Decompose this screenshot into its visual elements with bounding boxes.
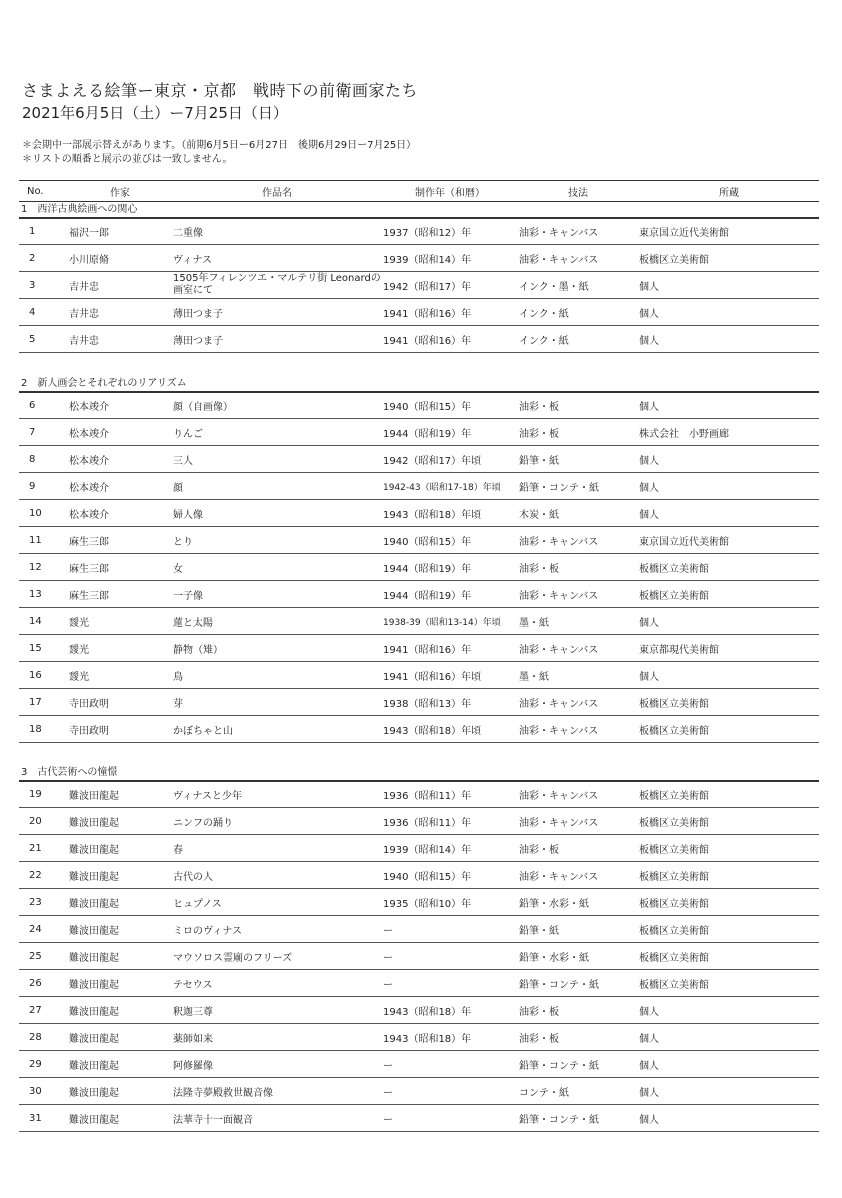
cell-artist: 松本竣介: [67, 473, 171, 500]
table-row: [19, 581, 819, 608]
cell-medium: 墨・紙: [517, 662, 637, 689]
cell-work: 一子像: [171, 581, 381, 608]
table-row: [19, 635, 819, 662]
cell-no: 22: [19, 862, 67, 889]
cell-no: 15: [19, 635, 67, 662]
cell-no: 21: [19, 835, 67, 862]
cell-artist: 吉井忠: [67, 299, 171, 326]
cell-year: 1936（昭和11）年: [381, 808, 517, 835]
cell-collection: 株式会社 小野画廊: [637, 419, 819, 446]
cell-work: りんご: [171, 419, 381, 446]
cell-no: 28: [19, 1024, 67, 1051]
cell-work: ミロのヴィナス: [171, 916, 381, 943]
section-heading: 1 西洋古典絵画への関心: [19, 203, 819, 219]
cell-collection: 個人: [637, 326, 819, 353]
cell-no: 14: [19, 608, 67, 635]
cell-medium: インク・紙: [517, 326, 637, 353]
cell-year: ー: [381, 943, 517, 970]
table-row: [19, 1078, 819, 1105]
exhibition-title: さまよえる絵筆ー東京・京都 戦時下の前衛画家たち: [22, 81, 419, 100]
cell-year: 1937（昭和12）年: [381, 218, 517, 245]
cell-artist: 難波田龍起: [67, 889, 171, 916]
cell-year: 1936（昭和11）年: [381, 781, 517, 808]
cell-year: 1943（昭和18）年: [381, 997, 517, 1024]
table-row: [19, 889, 819, 916]
cell-medium: 油彩・キャンバス: [517, 808, 637, 835]
cell-no: 1: [19, 218, 67, 245]
table-row: [19, 716, 819, 743]
cell-work: 釈迦三尊: [171, 997, 381, 1024]
cell-no: 8: [19, 446, 67, 473]
cell-year: 1938-39（昭和13-14）年頃: [381, 608, 517, 635]
cell-year: 1941（昭和16）年頃: [381, 662, 517, 689]
table-row: [19, 781, 819, 808]
cell-collection: 個人: [637, 446, 819, 473]
header-year: 制作年（和暦）: [381, 181, 517, 202]
table-row: [19, 527, 819, 554]
cell-collection: 板橋区立美術館: [637, 716, 819, 743]
cell-year: 1944（昭和19）年: [381, 581, 517, 608]
cell-no: 26: [19, 970, 67, 997]
cell-collection: 個人: [637, 500, 819, 527]
cell-artist: 吉井忠: [67, 272, 171, 299]
cell-no: 18: [19, 716, 67, 743]
cell-no: 3: [19, 272, 67, 299]
cell-collection: 板橋区立美術館: [637, 781, 819, 808]
section-heading: 2 新人画会とそれぞれのリアリズム: [19, 377, 819, 393]
cell-medium: 油彩・キャンバス: [517, 781, 637, 808]
cell-work: かぼちゃと山: [171, 716, 381, 743]
cell-collection: 個人: [637, 662, 819, 689]
cell-artist: 難波田龍起: [67, 1105, 171, 1132]
cell-work: 鳥: [171, 662, 381, 689]
cell-medium: インク・紙: [517, 299, 637, 326]
cell-work: ヴィナス: [171, 245, 381, 272]
cell-collection: 板橋区立美術館: [637, 916, 819, 943]
section-2: [19, 377, 819, 393]
cell-work: 薄田つま子: [171, 299, 381, 326]
cell-collection: 板橋区立美術館: [637, 689, 819, 716]
cell-year: 1944（昭和19）年: [381, 554, 517, 581]
table-row: [19, 835, 819, 862]
table-row: [19, 419, 819, 446]
cell-work: 春: [171, 835, 381, 862]
cell-no: 19: [19, 781, 67, 808]
cell-artist: 靉光: [67, 608, 171, 635]
header-no: No.: [19, 181, 67, 202]
table-row: [19, 662, 819, 689]
table-row: [19, 943, 819, 970]
table-row: [19, 1105, 819, 1132]
cell-year: 1943（昭和18）年頃: [381, 716, 517, 743]
cell-no: 9: [19, 473, 67, 500]
cell-year: 1935（昭和10）年: [381, 889, 517, 916]
header-work: 作品名: [171, 181, 381, 202]
cell-work: 1505年フィレンツエ・マルテリ街 Leonardの画室にて: [171, 272, 381, 299]
cell-year: 1944（昭和19）年: [381, 419, 517, 446]
cell-work: とり: [171, 527, 381, 554]
table-row: [19, 1024, 819, 1051]
cell-work: 阿修羅像: [171, 1051, 381, 1078]
cell-medium: 油彩・キャンバス: [517, 716, 637, 743]
cell-artist: 難波田龍起: [67, 1024, 171, 1051]
cell-no: 25: [19, 943, 67, 970]
cell-work: 婦人像: [171, 500, 381, 527]
cell-year: 1943（昭和18）年頃: [381, 500, 517, 527]
cell-artist: 麻生三郎: [67, 581, 171, 608]
table-row: [19, 862, 819, 889]
cell-artist: 麻生三郎: [67, 527, 171, 554]
section-1: [19, 203, 819, 219]
cell-no: 31: [19, 1105, 67, 1132]
table-row: [19, 299, 819, 326]
cell-collection: 個人: [637, 1051, 819, 1078]
cell-no: 12: [19, 554, 67, 581]
exhibition-dates: 2021年6月5日（土）ー7月25日（日）: [22, 104, 288, 122]
table-row: [19, 554, 819, 581]
table-row: [19, 1051, 819, 1078]
cell-work: 女: [171, 554, 381, 581]
cell-medium: インク・墨・紙: [517, 272, 637, 299]
cell-artist: 小川原脩: [67, 245, 171, 272]
table-row: [19, 916, 819, 943]
table-row: [19, 392, 819, 419]
cell-medium: 油彩・板: [517, 419, 637, 446]
cell-medium: 油彩・板: [517, 835, 637, 862]
cell-no: 2: [19, 245, 67, 272]
cell-artist: 麻生三郎: [67, 554, 171, 581]
cell-no: 17: [19, 689, 67, 716]
cell-medium: 油彩・キャンバス: [517, 218, 637, 245]
cell-work: 顔: [171, 473, 381, 500]
cell-artist: 松本竣介: [67, 446, 171, 473]
cell-year: 1941（昭和16）年: [381, 299, 517, 326]
cell-year: ー: [381, 1105, 517, 1132]
cell-collection: 板橋区立美術館: [637, 554, 819, 581]
cell-artist: 難波田龍起: [67, 970, 171, 997]
cell-year: ー: [381, 1078, 517, 1105]
cell-work: テセウス: [171, 970, 381, 997]
section-table: [19, 392, 819, 743]
table-row: [19, 473, 819, 500]
cell-work: マウソロス霊廟のフリーズ: [171, 943, 381, 970]
cell-work: 静物（雉）: [171, 635, 381, 662]
cell-year: 1938（昭和13）年: [381, 689, 517, 716]
cell-artist: 靉光: [67, 635, 171, 662]
cell-collection: 個人: [637, 997, 819, 1024]
cell-medium: 油彩・キャンバス: [517, 689, 637, 716]
cell-artist: 靉光: [67, 662, 171, 689]
cell-medium: 鉛筆・紙: [517, 446, 637, 473]
cell-no: 6: [19, 392, 67, 419]
cell-medium: 木炭・紙: [517, 500, 637, 527]
cell-work: 二重像: [171, 218, 381, 245]
cell-year: 1942（昭和17）年: [381, 272, 517, 299]
cell-no: 23: [19, 889, 67, 916]
cell-collection: 板橋区立美術館: [637, 808, 819, 835]
cell-year: 1939（昭和14）年: [381, 245, 517, 272]
cell-year: ー: [381, 916, 517, 943]
cell-medium: 鉛筆・コンテ・紙: [517, 1051, 637, 1078]
cell-medium: 油彩・板: [517, 554, 637, 581]
cell-collection: 板橋区立美術館: [637, 889, 819, 916]
note-display-change: ＊会期中一部展示替えがあります。（前期6月5日ー6月27日 後期6月29日ー7月25日）: [22, 140, 417, 151]
cell-year: ー: [381, 1051, 517, 1078]
note-order: ＊リストの順番と展示の並びは一致しません。: [22, 154, 233, 165]
cell-work: 薄田つま子: [171, 326, 381, 353]
cell-work: 蓮と太陽: [171, 608, 381, 635]
cell-no: 11: [19, 527, 67, 554]
section-table: [19, 781, 819, 1132]
cell-medium: 油彩・板: [517, 997, 637, 1024]
cell-collection: 個人: [637, 392, 819, 419]
table-row: [19, 326, 819, 353]
cell-work: 法華寺十一面観音: [171, 1105, 381, 1132]
cell-artist: 難波田龍起: [67, 781, 171, 808]
cell-no: 10: [19, 500, 67, 527]
cell-collection: 東京国立近代美術館: [637, 218, 819, 245]
cell-year: 1943（昭和18）年: [381, 1024, 517, 1051]
cell-medium: 油彩・板: [517, 1024, 637, 1051]
cell-artist: 寺田政明: [67, 689, 171, 716]
cell-work: 顔（自画像）: [171, 392, 381, 419]
cell-artist: 難波田龍起: [67, 1051, 171, 1078]
cell-medium: 油彩・キャンバス: [517, 635, 637, 662]
section-3: [19, 766, 819, 782]
cell-collection: 東京国立近代美術館: [637, 527, 819, 554]
table-row: [19, 218, 819, 245]
cell-medium: 油彩・板: [517, 392, 637, 419]
cell-no: 30: [19, 1078, 67, 1105]
cell-medium: 鉛筆・水彩・紙: [517, 943, 637, 970]
cell-work: 古代の人: [171, 862, 381, 889]
cell-collection: 板橋区立美術館: [637, 581, 819, 608]
cell-artist: 難波田龍起: [67, 997, 171, 1024]
cell-collection: 板橋区立美術館: [637, 862, 819, 889]
cell-work: ニンフの踊り: [171, 808, 381, 835]
cell-medium: コンテ・紙: [517, 1078, 637, 1105]
cell-artist: 難波田龍起: [67, 916, 171, 943]
cell-artist: 難波田龍起: [67, 943, 171, 970]
cell-artist: 松本竣介: [67, 500, 171, 527]
cell-no: 4: [19, 299, 67, 326]
cell-year: 1939（昭和14）年: [381, 835, 517, 862]
cell-medium: 鉛筆・コンテ・紙: [517, 970, 637, 997]
cell-collection: 板橋区立美術館: [637, 245, 819, 272]
cell-collection: 個人: [637, 1078, 819, 1105]
cell-artist: 難波田龍起: [67, 835, 171, 862]
table-row: [19, 272, 819, 299]
cell-artist: 吉井忠: [67, 326, 171, 353]
table-row: [19, 245, 819, 272]
table-row: [19, 689, 819, 716]
section-table: [19, 218, 819, 353]
list-header: [19, 180, 819, 202]
table-row: [19, 997, 819, 1024]
cell-collection: 東京都現代美術館: [637, 635, 819, 662]
cell-no: 20: [19, 808, 67, 835]
cell-year: 1940（昭和15）年: [381, 527, 517, 554]
cell-artist: 難波田龍起: [67, 808, 171, 835]
cell-collection: 板橋区立美術館: [637, 835, 819, 862]
cell-work: 法隆寺夢殿救世観音像: [171, 1078, 381, 1105]
cell-artist: 難波田龍起: [67, 862, 171, 889]
cell-collection: 個人: [637, 1024, 819, 1051]
cell-collection: 板橋区立美術館: [637, 943, 819, 970]
cell-collection: 個人: [637, 1105, 819, 1132]
cell-artist: 松本竣介: [67, 392, 171, 419]
cell-year: ー: [381, 970, 517, 997]
cell-year: 1940（昭和15）年: [381, 862, 517, 889]
cell-year: 1940（昭和15）年: [381, 392, 517, 419]
table-row: [19, 970, 819, 997]
cell-artist: 福沢一郎: [67, 218, 171, 245]
cell-collection: 個人: [637, 272, 819, 299]
table-row: [19, 808, 819, 835]
cell-medium: 油彩・キャンバス: [517, 581, 637, 608]
cell-year: 1942-43（昭和17-18）年頃: [381, 473, 517, 500]
table-row: [19, 500, 819, 527]
cell-artist: 寺田政明: [67, 716, 171, 743]
cell-work: 三人: [171, 446, 381, 473]
cell-artist: 難波田龍起: [67, 1078, 171, 1105]
cell-artist: 松本竣介: [67, 419, 171, 446]
cell-collection: 個人: [637, 473, 819, 500]
cell-medium: 油彩・キャンバス: [517, 527, 637, 554]
cell-no: 29: [19, 1051, 67, 1078]
cell-medium: 油彩・キャンバス: [517, 245, 637, 272]
cell-medium: 鉛筆・コンテ・紙: [517, 1105, 637, 1132]
cell-collection: 個人: [637, 608, 819, 635]
cell-year: 1941（昭和16）年: [381, 326, 517, 353]
cell-medium: 墨・紙: [517, 608, 637, 635]
header-artist: 作家: [67, 181, 171, 202]
header-medium: 技法: [517, 181, 637, 202]
cell-medium: 油彩・キャンバス: [517, 862, 637, 889]
table-row: [19, 608, 819, 635]
cell-medium: 鉛筆・水彩・紙: [517, 889, 637, 916]
cell-work: ヒュプノス: [171, 889, 381, 916]
cell-no: 7: [19, 419, 67, 446]
cell-no: 27: [19, 997, 67, 1024]
cell-no: 16: [19, 662, 67, 689]
cell-year: 1941（昭和16）年: [381, 635, 517, 662]
cell-collection: 板橋区立美術館: [637, 970, 819, 997]
cell-no: 5: [19, 326, 67, 353]
table-row: [19, 446, 819, 473]
cell-no: 24: [19, 916, 67, 943]
cell-work: 芽: [171, 689, 381, 716]
cell-work: ヴィナスと少年: [171, 781, 381, 808]
section-heading: 3 古代芸術への憧憬: [19, 766, 819, 782]
cell-collection: 個人: [637, 299, 819, 326]
cell-medium: 鉛筆・紙: [517, 916, 637, 943]
cell-medium: 鉛筆・コンテ・紙: [517, 473, 637, 500]
header-collection: 所蔵: [637, 181, 819, 202]
cell-work: 薬師如来: [171, 1024, 381, 1051]
cell-no: 13: [19, 581, 67, 608]
cell-year: 1942（昭和17）年頃: [381, 446, 517, 473]
